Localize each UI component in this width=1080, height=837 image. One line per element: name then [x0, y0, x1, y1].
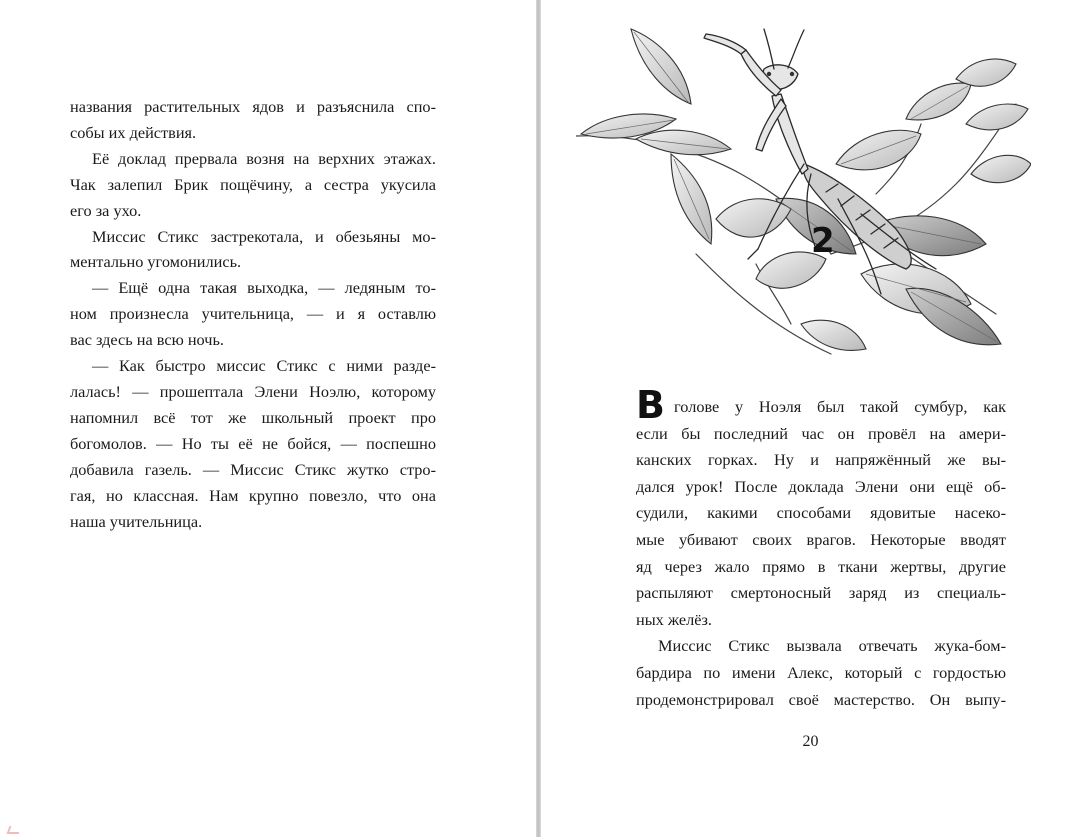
corner-mark-icon [7, 826, 22, 834]
text-line: богомолов. — Но ты её не бойся, — поспешно [70, 433, 436, 453]
text-line: мые убивают своих врагов. Некоторые вводят [636, 529, 1006, 549]
text-line: продемонстрировал своё мастерство. Он выпу- [636, 689, 1006, 709]
text-line: судили, какими способами ядовитые насеко- [636, 503, 1006, 523]
left-page-text [70, 94, 436, 534]
text-line: распыляют смертоносный заряд из специаль- [636, 583, 1006, 603]
text-line: дался урок! После доклада Элени они ещё об- [636, 476, 1006, 496]
text-line: гая, но классная. Нам крупно повезло, что она [70, 485, 436, 505]
praying-mantis-illustration-icon [576, 24, 1031, 359]
chapter-number: 2 [811, 221, 835, 261]
text-line: Миссис Стикс вызвала отвечать жука-бом- [658, 636, 1006, 656]
text-line: голове у Ноэля был такой сумбур, как [674, 397, 1006, 416]
text-line: ном произнесла учительница, — и я оставлю [70, 304, 436, 324]
text-line: лалась! — прошептала Элени Ноэлю, которому [70, 381, 436, 401]
text-line: яд через жало прямо в ткани жертвы, другие [636, 556, 1006, 576]
text-line: Миссис Стикс застрекотала, и обезьяны мо- [92, 226, 436, 246]
page-number: 20 [802, 733, 819, 750]
text-line: канских горках. Ну и напряжённый же вы- [636, 450, 1006, 470]
text-line: — Как быстро миссис Стикс с ними разде- [92, 356, 436, 376]
text-line: его за ухо. [70, 200, 142, 220]
text-line: если бы последний час он провёл на амери- [636, 423, 1006, 443]
text-line: названия растительных ядов и разъяснила спо- [70, 97, 436, 116]
text-line: напомнил всё тот же школьный проект про [70, 407, 436, 427]
text-line: Чак залепил Брик пощёчину, а сестра укусила [70, 174, 436, 194]
text-line: вас здесь на всю ночь. [70, 330, 224, 350]
text-line: Её доклад прервала возня на верхних этажах. [92, 148, 436, 168]
left-page [0, 0, 536, 837]
right-page [541, 0, 1080, 837]
text-line: собы их действия. [70, 122, 197, 142]
right-page-text [636, 394, 1006, 713]
text-line: наша учительница. [70, 511, 203, 531]
text-line: добавила газель. — Миссис Стикс жутко стро- [70, 459, 436, 479]
text-line: ментально угомонились. [70, 252, 242, 272]
text-line: бардира по имени Алекс, который с гордостью [636, 662, 1006, 682]
text-line: ных желёз. [636, 609, 712, 629]
drop-cap-text: В [636, 384, 665, 424]
text-line: — Ещё одна такая выходка, — ледяным то- [92, 278, 436, 298]
